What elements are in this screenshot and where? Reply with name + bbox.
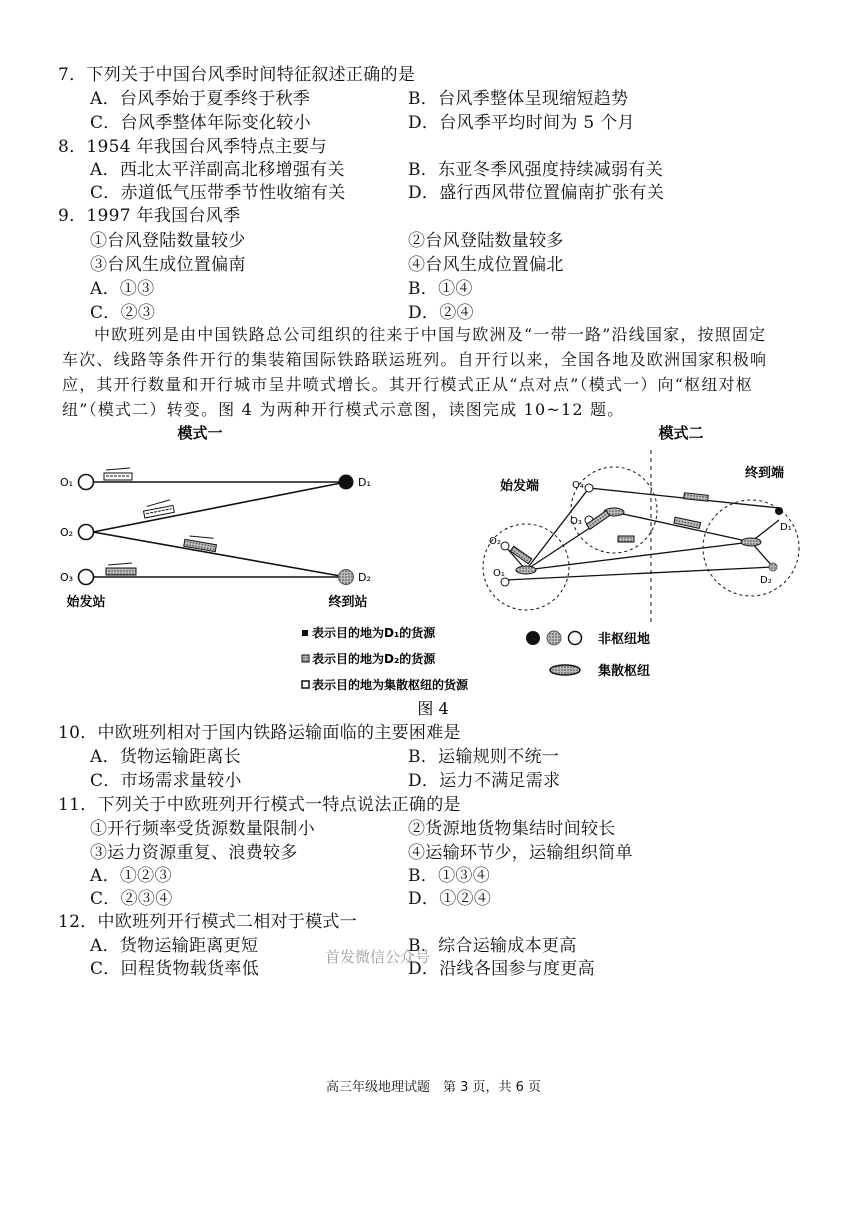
legend-d1: 表示目的地为D₁的货源 — [312, 626, 436, 640]
q12-option-b: B．综合运输成本更高 — [408, 936, 577, 956]
train-icon — [142, 500, 174, 518]
q9-statement-4: ④台风生成位置偏北 — [408, 255, 564, 275]
q9-statement-3: ③台风生成位置偏南 — [90, 255, 246, 275]
legend-nonhub: 非枢纽地 — [598, 632, 651, 647]
mode2-title: 模式二 — [658, 424, 704, 442]
legend-nonhub-d2 — [547, 631, 561, 645]
q10-option-a: A．货物运输距离长 — [90, 747, 241, 767]
q10-option-d: D．运力不满足需求 — [408, 771, 561, 791]
label-o3: O₃ — [60, 571, 74, 584]
label-o3-m2: O₃ — [570, 516, 582, 527]
q10-option-c: C．市场需求量较小 — [90, 771, 242, 791]
q12-stem: 12．中欧班列开行模式二相对于模式一 — [58, 912, 358, 932]
legend-hub: 表示目的地为集散枢纽的货源 — [312, 678, 469, 692]
legend-d2-swatch — [302, 655, 309, 662]
route-o2-d1 — [93, 482, 346, 532]
q11-statement-1: ①开行频率受货源数量限制小 — [90, 819, 315, 839]
passage-line-4: 纽”（模式二）转变。图 4 为两种开行模式示意图，读图完成 10~12 题。 — [62, 400, 625, 419]
passage — [62, 322, 810, 422]
label-o2: O₂ — [60, 526, 74, 539]
q7-option-b: B．台风季整体呈现缩短趋势 — [408, 89, 629, 109]
figure-4 — [0, 420, 867, 720]
q9-stem: 9．1997 年我国台风季 — [58, 206, 241, 226]
train-icon — [684, 493, 708, 501]
node-o3 — [79, 570, 94, 585]
passage-line-3: 应，其开行数量和开行城市呈井喷式增长。其开行模式正从“点对点”（模式一）向“枢纽对枢 — [62, 375, 753, 394]
q8-option-a: A．西北太平洋副高北移增强有关 — [90, 160, 345, 180]
q11-statement-3: ③运力资源重复、浪费较多 — [90, 843, 298, 863]
q11-statement-4: ④运输环节少，运输组织简单 — [408, 843, 633, 863]
passage-line-1: 中欧班列是由中国铁路总公司组织的往来于中国与欧洲及“一带一路”沿线国家，按照固定 — [94, 325, 767, 344]
mode1-title: 模式一 — [177, 424, 223, 442]
q9-option-c: C．②③ — [90, 303, 156, 323]
q11-option-c: C．②③④ — [90, 889, 173, 909]
train-icon — [104, 468, 132, 480]
q7-option-a: A．台风季始于夏季终于秋季 — [90, 89, 311, 109]
node-o2 — [501, 542, 509, 550]
origin-station-label: 始发站 — [66, 595, 106, 610]
q11-option-d: D．①②④ — [408, 889, 492, 909]
legend-hub-swatch — [302, 681, 309, 688]
q7-stem: 7．下列关于中国台风季时间特征叙述正确的是 — [58, 65, 416, 85]
label-o4: O₄ — [572, 480, 584, 491]
q9-option-d: D．②④ — [408, 303, 474, 323]
figure-caption: 图 4 — [417, 699, 449, 718]
node-d1 — [339, 475, 354, 490]
node-o1 — [501, 578, 509, 586]
label-d1-m2: D₁ — [780, 522, 792, 533]
q11-option-a: A．①②③ — [90, 866, 172, 886]
label-o1-m2: O₁ — [493, 568, 505, 579]
node-o1 — [79, 475, 94, 490]
legend-d1-swatch — [302, 630, 308, 636]
terminal-station-label: 终到站 — [328, 595, 368, 610]
node-d2 — [769, 563, 777, 571]
origin-end-label: 始发端 — [500, 479, 540, 494]
q10-option-b: B．运输规则不统一 — [408, 747, 560, 767]
q9-option-b: B．①④ — [408, 279, 473, 299]
node-o4 — [585, 484, 593, 492]
page-footer: 高三年级地理试题 第 3 页，共 6 页 — [325, 1080, 542, 1095]
q11-statement-2: ②货源地货物集结时间较长 — [408, 819, 616, 839]
label-d2: D₂ — [358, 571, 371, 584]
hub-node — [741, 538, 761, 546]
legend-nonhub-d1 — [526, 631, 540, 645]
train-icon — [106, 563, 136, 575]
legend-hubnode-swatch — [550, 665, 580, 675]
legend-nonhub-origin — [569, 632, 582, 645]
label-d1: D₁ — [358, 476, 371, 489]
q9-statement-1: ①台风登陆数量较少 — [90, 231, 246, 251]
node-d2 — [339, 570, 354, 585]
label-d2-m2: D₂ — [760, 575, 772, 586]
q12-option-c: C．回程货物载货率低 — [90, 959, 260, 979]
passage-line-2: 车次、线路等条件开行的集装箱国际铁路联运班列。自开行以来，全国各地及欧洲国家积极响 — [62, 350, 768, 369]
q7-option-d: D．台风季平均时间为 5 个月 — [408, 113, 635, 133]
q8-option-d: D．盛行西风带位置偏南扩张有关 — [408, 183, 665, 203]
q8-option-b: B．东亚冬季风强度持续减弱有关 — [408, 160, 663, 180]
legend-d2: 表示目的地为D₂的货源 — [312, 652, 436, 666]
train-icon — [674, 517, 701, 528]
q7-option-c: C．台风季整体年际变化较小 — [90, 113, 311, 133]
legend-hubnode: 集散枢纽 — [598, 664, 651, 679]
q9-statement-2: ②台风登陆数量较多 — [408, 231, 564, 251]
watermark: 首发微信公众号 — [325, 948, 431, 966]
node-o2 — [79, 525, 94, 540]
q11-stem: 11．下列关于中欧班列开行模式一特点说法正确的是 — [58, 795, 461, 815]
q9-option-a: A．①③ — [90, 279, 155, 299]
q11-option-b: B．①③④ — [408, 866, 490, 886]
label-o2-m2: O₂ — [489, 536, 501, 547]
train-icon — [618, 536, 634, 542]
q12-option-a: A．货物运输距离更短 — [90, 936, 259, 956]
q12-option-d: D．沿线各国参与度更高 — [408, 959, 595, 979]
terminal-hub-area — [703, 500, 799, 596]
terminal-end-label: 终到端 — [745, 466, 785, 481]
node-d1 — [775, 507, 783, 515]
q8-stem: 8．1954 年我国台风季特点主要与 — [58, 137, 327, 157]
q8-option-c: C．赤道低气压带季节性收缩有关 — [90, 183, 346, 203]
label-o1: O₁ — [60, 476, 74, 489]
q10-stem: 10．中欧班列相对于国内铁路运输面临的主要困难是 — [58, 723, 461, 743]
hub-node — [516, 566, 536, 574]
